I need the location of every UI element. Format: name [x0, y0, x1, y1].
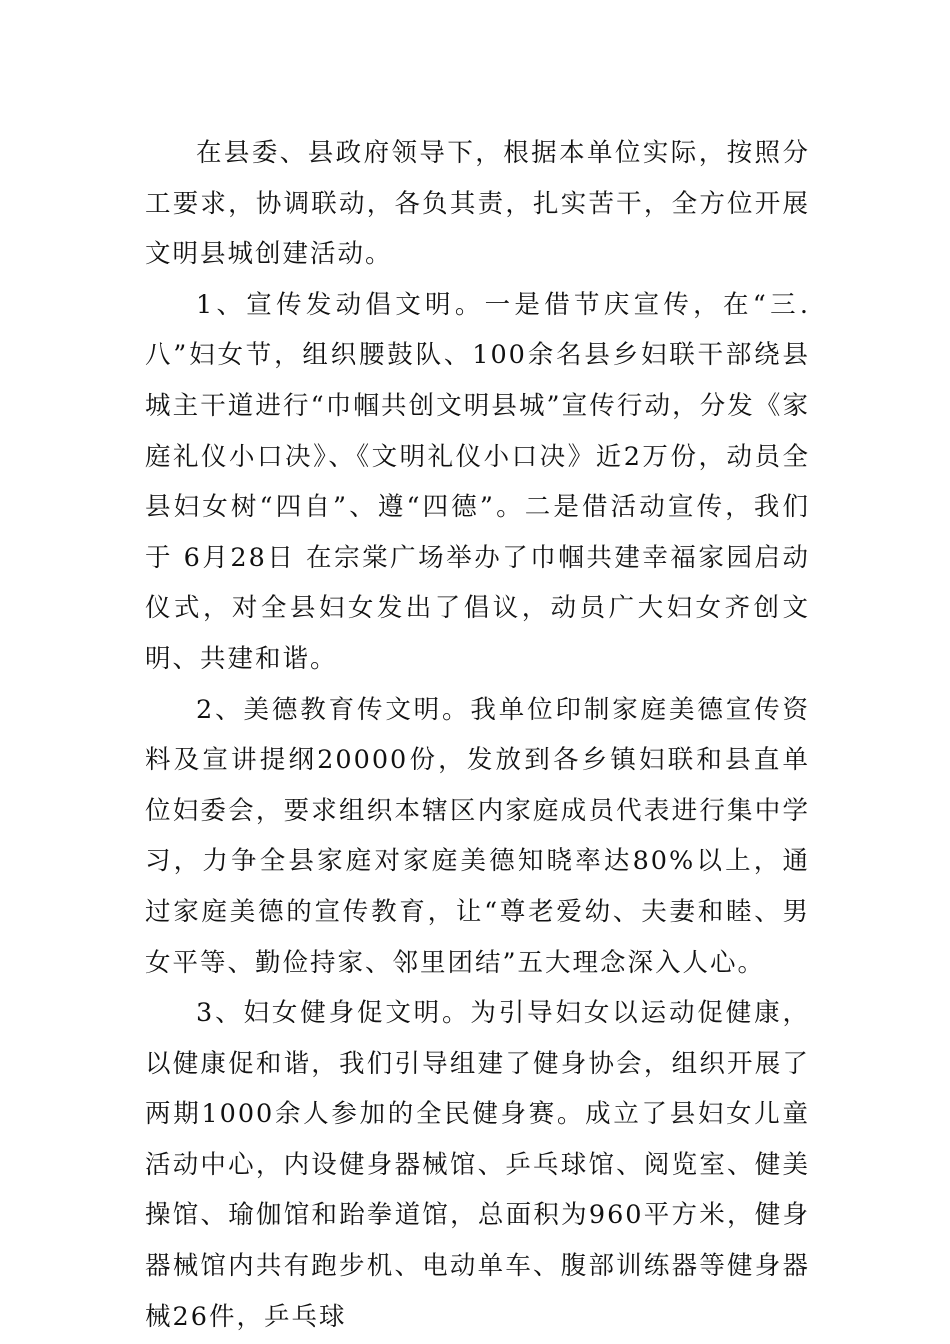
paragraph-virtue-education: 2、美德教育传文明。我单位印制家庭美德宣传资料及宣讲提纲20000份，发放到各乡镇妇联和县直单位妇委会，要求组织本辖区内家庭成员代表进行集中学习，力争全县家庭对家庭美德知晓率达80%以上，通过家庭美德的宣传教育，让“尊老爱幼、夫妻和睦、男女平等、勤俭持家、邻里团结”五大理念深入人心。 [145, 694, 810, 978]
paragraph-intro: 在县委、县政府领导下，根据本单位实际，按照分工要求，协调联动，各负其责，扎实苦干，全方位开展文明县城创建活动。 [145, 138, 810, 270]
paragraph-publicity: 1、宣传发动倡文明。一是借节庆宣传，在“三.八”妇女节，组织腰鼓队、100余名县乡妇联干部绕县城主干道进行“巾帼共创文明县城”宣传行动，分发《家庭礼仪小口决》、《文明礼仪小口决》近2万份，动员全县妇女树“四自”、遵“四德”。二是借活动宣传，我们于 6月28日 在宗棠广场举办了巾帼共建幸福家园启动仪式，对全县妇女发出了倡议，动员广大妇女齐创文明、共建和谐。 [145, 289, 810, 674]
document-body [145, 128, 810, 1342]
paragraph-fitness: 3、妇女健身促文明。为引导妇女以运动促健康，以健康促和谐，我们引导组建了健身协会，组织开展了两期1000余人参加的全民健身赛。成立了县妇女儿童活动中心，内设健身器械馆、乒乓球馆、阅览室、健美操馆、瑜伽馆和跆拳道馆，总面积为960平方米，健身器械馆内共有跑步机、电动单车、腹部训练器等健身器械26件，乒乓球 [145, 998, 810, 1332]
